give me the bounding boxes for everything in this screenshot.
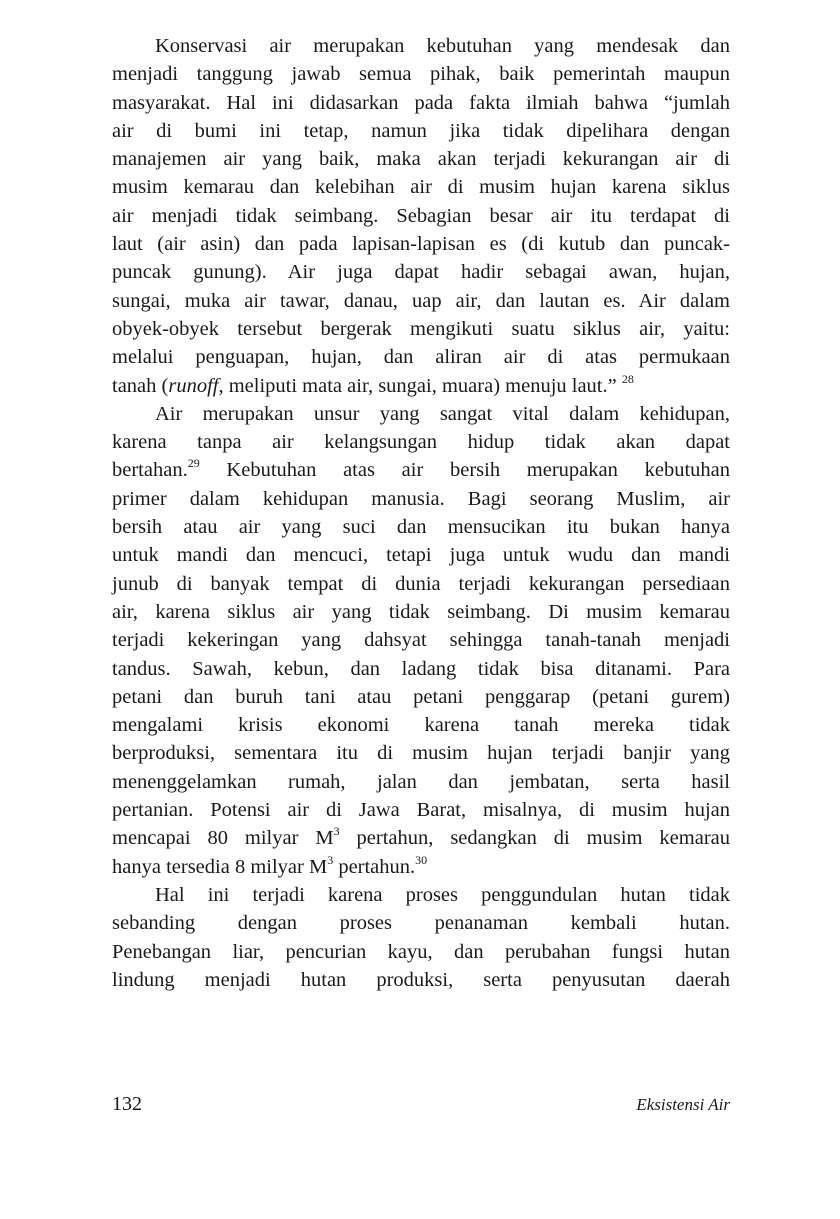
text-run: lindung menjadi hutan produksi, serta penyusutan daerah xyxy=(112,968,730,991)
text-line xyxy=(112,711,730,739)
text-run: Konservasi air merupakan kebutuhan yang mendesak dan xyxy=(155,35,730,57)
text-line xyxy=(112,938,730,966)
text-run: sebanding dengan proses penanaman kembali hutan. xyxy=(112,912,730,935)
text-run: obyek-obyek tersebut bergerak mengikuti suatu siklus air, yaitu: xyxy=(112,317,730,340)
text-run: bertahan. xyxy=(112,459,188,482)
text-line xyxy=(112,485,730,513)
text-run: Kebutuhan atas air bersih merupakan kebutuhan xyxy=(199,459,730,482)
text-line xyxy=(112,824,730,852)
footnote-ref: 3 xyxy=(327,852,334,867)
text-line xyxy=(112,541,730,569)
text-line xyxy=(112,909,730,937)
text-run: terjadi kekeringan yang dahsyat sehingga tanah-tanah menjadi xyxy=(112,629,730,652)
text-line xyxy=(112,315,730,343)
text-line xyxy=(112,768,730,796)
text-line xyxy=(112,89,730,117)
text-run: petani dan buruh tani atau petani penggarap (petani gurem) xyxy=(112,685,730,708)
text-line xyxy=(112,456,730,484)
italic-term: runoff xyxy=(168,374,219,397)
text-line xyxy=(112,60,730,88)
text-run: tandus. Sawah, kebun, dan ladang tidak bisa ditanami. Para xyxy=(112,657,730,680)
text-run: laut (air asin) dan pada lapisan-lapisan es (di kutub dan puncak- xyxy=(112,233,730,256)
text-line xyxy=(112,966,730,994)
text-run: menenggelamkan rumah, jalan dan jembatan, serta hasil xyxy=(112,770,730,793)
text-line xyxy=(112,400,730,428)
text-run: mencapai 80 milyar M xyxy=(112,827,334,850)
text-run: hanya tersedia 8 milyar M xyxy=(112,855,328,878)
text-line xyxy=(112,513,730,541)
running-title: Eksistensi Air xyxy=(636,1095,730,1114)
text-run: junub di banyak tempat di dunia terjadi kekurangan persediaan xyxy=(112,572,730,595)
text-line xyxy=(112,598,730,626)
text-line xyxy=(112,173,730,201)
text-run: sungai, muka air tawar, danau, uap air, dan lautan es. Air dalam xyxy=(112,289,730,312)
text-run: Penebangan liar, pencurian kayu, dan perubahan fungsi hutan xyxy=(112,940,730,963)
body-text xyxy=(112,32,730,994)
text-run: pertahun. xyxy=(333,855,416,878)
text-line xyxy=(112,739,730,767)
text-line xyxy=(112,683,730,711)
text-run: Hal ini terjadi karena proses penggundulan hutan tidak xyxy=(155,883,730,906)
text-line xyxy=(112,626,730,654)
text-line xyxy=(112,32,730,60)
text-run: mengalami krisis ekonomi karena tanah mereka tidak xyxy=(112,714,730,737)
text-run: puncak gunung). Air juga dapat hadir sebagai awan, hujan, xyxy=(112,261,730,284)
text-run: melalui penguapan, hujan, dan aliran air di atas permukaan xyxy=(112,346,730,369)
footnote-ref: 29 xyxy=(187,456,200,471)
text-run: karena tanpa air kelangsungan hidup tidak akan dapat xyxy=(112,431,730,454)
text-run: tanah ( xyxy=(112,374,169,397)
footnote-ref: 3 xyxy=(333,824,340,839)
text-line xyxy=(112,202,730,230)
footnote-ref: 28 xyxy=(621,371,634,386)
text-line xyxy=(112,796,730,824)
text-line xyxy=(112,570,730,598)
text-line xyxy=(112,258,730,286)
text-run: primer dalam kehidupan manusia. Bagi seorang Muslim, air xyxy=(112,487,730,510)
text-run: pertanian. Potensi air di Jawa Barat, misalnya, di musim hujan xyxy=(112,799,730,822)
page-number: 132 xyxy=(112,1093,142,1115)
text-run: air di bumi ini tetap, namun jika tidak dipelihara dengan xyxy=(112,119,730,142)
text-line xyxy=(112,230,730,258)
text-line xyxy=(112,343,730,371)
text-line xyxy=(112,428,730,456)
text-run: air, karena siklus air yang tidak seimbang. Di musim kemarau xyxy=(112,600,730,623)
text-run: manajemen air yang baik, maka akan terjadi kekurangan air di xyxy=(112,148,730,171)
text-line xyxy=(112,655,730,683)
text-run: menjadi tanggung jawab semua pihak, baik pemerintah maupun xyxy=(112,63,730,86)
footnote-ref: 30 xyxy=(415,852,428,867)
text-run: bersih atau air yang suci dan mensucikan itu bukan hanya xyxy=(112,516,730,539)
text-run: air menjadi tidak seimbang. Sebagian besar air itu terdapat di xyxy=(112,204,730,227)
text-line xyxy=(112,372,730,400)
text-line xyxy=(112,145,730,173)
text-line xyxy=(112,117,730,145)
text-run: , meliputi mata air, sungai, muara) menuju laut.” xyxy=(218,374,622,397)
text-line xyxy=(112,853,730,881)
text-run: untuk mandi dan mencuci, tetapi juga untuk wudu dan mandi xyxy=(112,544,730,567)
text-run: Air merupakan unsur yang sangat vital dalam kehidupan, xyxy=(155,402,730,425)
text-line xyxy=(112,881,730,909)
text-line xyxy=(112,287,730,315)
text-run: masyarakat. Hal ini didasarkan pada fakta ilmiah bahwa “jumlah xyxy=(112,91,730,114)
text-run: musim kemarau dan kelebihan air di musim hujan karena siklus xyxy=(112,176,730,199)
text-run: berproduksi, sementara itu di musim hujan terjadi banjir yang xyxy=(112,742,730,765)
text-run: pertahun, sedangkan di musim kemarau xyxy=(339,827,731,850)
